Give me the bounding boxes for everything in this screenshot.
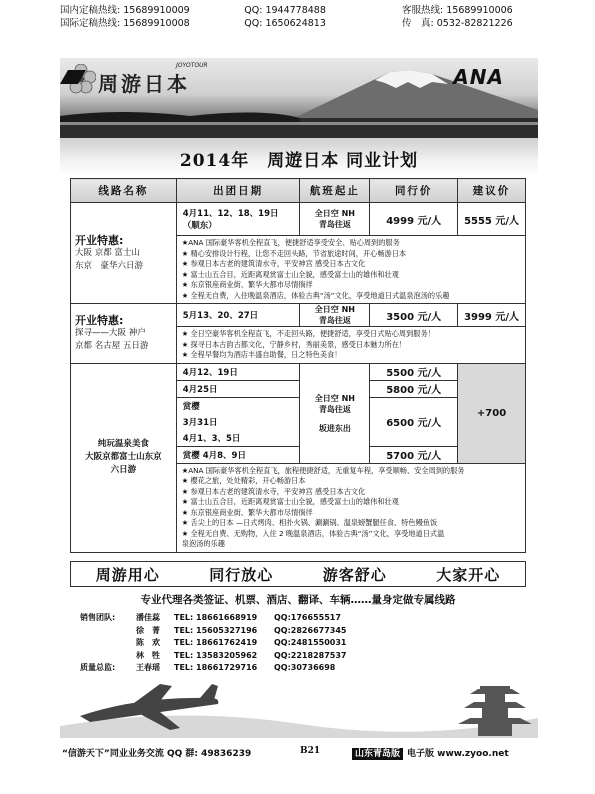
feature-line: ★ 舌尖上的日本 —日式烤肉、相扑火锅、涮涮锅、温泉螃蟹腿任食、特色鳗鱼饭 [181, 518, 438, 527]
feature-line: ★ 樱花之旅，处处精彩，开心畅游日本 [181, 476, 306, 485]
feature-line: ★ 参观日本古老的建筑清水寺，平安神宫 感受日本古文化 [181, 486, 366, 496]
suggest-price: +700 [476, 407, 507, 419]
slogan: 同行放心 [209, 565, 274, 584]
hotline-label: 客服热线: [402, 5, 444, 16]
contact-role: 销售团队: [80, 613, 116, 622]
flight-line: 青岛往返 [318, 404, 351, 414]
contact-row [80, 625, 346, 638]
header-peer-price: 同行价 [370, 179, 458, 203]
date-cell: 4月11、12、18、19日（顺东） [176, 203, 300, 236]
feature-line: ★ 全日空豪华客机全程直飞，不走回头路，便捷舒适，享受日式贴心周到服务！ [181, 329, 435, 338]
edition-badge: 山东青岛版 [352, 748, 403, 760]
feature-line: ★ 探寻日本古韵古都文化，宁静乡村，秀丽美景，感受日本魅力所在！ [181, 339, 407, 349]
hotline-number: 0532-82821226 [436, 18, 513, 29]
contact-qq: QQ:30736698 [274, 663, 336, 673]
feature-line: ★ 全程无自费、无购物，入住 2 晚温泉酒店，体验古典“汤”文化，享受地道日式温 [181, 528, 445, 538]
title-band [60, 138, 538, 176]
route-line: 东京 豪华六日游 [75, 260, 144, 271]
airline-stripe-icon [60, 70, 86, 84]
domestic-international-hotlines [60, 4, 326, 30]
feature-line: ★ 富士山五合目，近距离观赏富士山全貌，感受富士山的雄伟和壮观 [181, 269, 399, 279]
date-cell: 赏樱 [176, 397, 300, 414]
contacts-list [80, 612, 346, 675]
features-cell [176, 327, 525, 364]
hotline-number: 15689910009 [123, 5, 190, 16]
peer-price: 5500 元/人 [386, 368, 442, 379]
suggest-price-cell [458, 363, 526, 463]
peer-price: 4999 元/人 [386, 215, 442, 227]
flight-line: 坂进东出 [318, 423, 351, 433]
contact-tel: TEL: 18661668919 [174, 613, 258, 622]
peer-price: 5800 元/人 [386, 385, 442, 396]
hotline-label: 国际定稿热线: [60, 18, 121, 29]
logo-subtitle: JOYOTOUR [176, 62, 208, 69]
feature-line: ★ 东京银座商业街、繁华大都市尽情徜徉 [181, 280, 313, 289]
feature-line: ★ANA 国际豪华客机全程直飞，旅程便捷舒适，无重复车程，享受顺畅、安全周到的服务 [181, 465, 465, 475]
peer-price: 3500 元/人 [386, 311, 442, 323]
peer-price-cell [370, 380, 458, 397]
suggest-price-cell [458, 203, 526, 236]
date-cell: 4月12、19日 [176, 363, 300, 380]
contact-name: 徐 菁 [136, 625, 160, 635]
flight-cell [300, 203, 370, 236]
header-date: 出团日期 [176, 179, 300, 203]
table-row [71, 363, 526, 380]
route-line: 探寻——大阪 神户 [75, 327, 146, 338]
peer-price-cell [370, 304, 458, 327]
peer-price-cell [370, 446, 458, 463]
flight-line: 青岛往返 [318, 220, 351, 229]
flight-cell [300, 363, 370, 463]
contact-qq: QQ:2481550031 [274, 638, 347, 648]
peer-price: 6500 元/人 [386, 418, 442, 429]
features-cell [176, 463, 525, 552]
feature-line: ★ 全程无自费，入住晚温泉酒店，体验古典“汤”文化，享受地道日式温泉泡汤的乐趣 [181, 290, 450, 300]
hotline-row [402, 17, 513, 30]
suggest-price: 3999 元/人 [464, 311, 520, 323]
contact-qq: QQ:2218287537 [274, 650, 347, 660]
contact-tel: TEL: 13583205962 [174, 650, 258, 660]
contact-qq: QQ:176655517 [274, 613, 341, 622]
table-row [71, 203, 526, 236]
contact-name: 林 牲 [136, 650, 160, 660]
route-tag: 开业特惠: [75, 313, 124, 327]
peer-price-cell [370, 363, 458, 380]
suggest-price-cell [458, 304, 526, 327]
route-cell [71, 363, 177, 552]
date-cell: 3月31日 [176, 414, 300, 430]
brand-logo: 周游日本 [98, 72, 190, 96]
header-banner [60, 58, 538, 138]
contact-name: 潘佳蕊 [136, 613, 160, 622]
flight-line: 全日空 NH [314, 393, 355, 403]
header-flight: 航班起止 [300, 179, 370, 203]
feature-line: 泉泡汤的乐趣 [181, 539, 225, 548]
contact-row [80, 650, 346, 663]
contact-row [80, 612, 346, 625]
hotline-label: 国内定稿热线: [60, 5, 121, 16]
contact-tel: TEL: 18661729716 [174, 663, 258, 673]
flight-line: 全日空 NH [314, 209, 355, 218]
page-number: B21 [300, 746, 321, 756]
route-line: 六日游 [110, 465, 137, 475]
route-line: 纯玩温泉美食 [97, 439, 149, 449]
date-cell: 4月1、3、5日 [176, 430, 300, 447]
airline-logo: ANA [453, 65, 504, 89]
contact-name: 陈 欢 [136, 638, 160, 648]
contact-tel: TEL: 15605327196 [174, 625, 258, 635]
hotline-row [402, 4, 513, 17]
table-row [71, 304, 526, 327]
airplane-pagoda-illustration [60, 676, 538, 738]
footer-qq-group: “信游天下”同业业务交流 QQ 群: 49836239 [62, 749, 252, 759]
page-title: 2014年 周遊日本 同业计划 [179, 151, 419, 171]
service-hotlines [402, 4, 513, 30]
route-tag: 开业特惠: [75, 233, 124, 247]
contact-tel: TEL: 18661762419 [174, 638, 258, 648]
header-suggest-price: 建议价 [458, 179, 526, 203]
feature-line: ★ANA 国际豪华客机全程直飞，便捷舒适享受安全、贴心周到的服务 [181, 238, 400, 247]
date-cell: 4月25日 [176, 380, 300, 397]
peer-price: 5700 元/人 [386, 451, 442, 462]
date-cell: 赏樱 4月8、9日 [176, 446, 300, 463]
date-cell: 5月13、20、27日 [176, 304, 300, 327]
feature-line: ★ 富士山五合目，近距离观赏富士山全貌，感受富士山的雄伟和壮观 [181, 497, 399, 506]
hotline-number: 15689910006 [446, 5, 513, 16]
contact-name: 王春瑶 [136, 663, 160, 673]
contact-role: 质量总监: [80, 663, 116, 673]
hotline-row [60, 4, 326, 17]
slogan: 大家开心 [436, 565, 501, 584]
route-cell [71, 304, 177, 364]
hotline-qq: QQ: 1650624813 [244, 18, 326, 29]
contact-row [80, 637, 346, 650]
flight-line: 青岛往返 [318, 316, 351, 325]
route-line: 京都 名古屋 五日游 [75, 340, 149, 351]
peer-price-cell [370, 203, 458, 236]
flight-cell [300, 304, 370, 327]
features-cell [176, 236, 525, 304]
contact-qq: QQ:2826677345 [274, 625, 347, 635]
footer-website[interactable]: 电子版 www.zyoo.net [407, 749, 509, 759]
suggest-price: 5555 元/人 [464, 215, 520, 227]
contact-row [80, 662, 346, 675]
slogan: 周游用心 [95, 565, 160, 584]
services-line: 专业代理各类签证、机票、酒店、翻译、车辆……量身定做专属线路 [140, 594, 456, 606]
hotline-row [60, 17, 326, 30]
hotline-label: 传 真: [402, 18, 434, 29]
slogan-bar [70, 561, 526, 587]
route-line: 大阪京都富士山东京 [85, 452, 162, 462]
route-line: 大阪 京都 富士山 [75, 247, 140, 258]
feature-line: ★ 精心安排设计行程，让您不走回头路，节省旅途时间，开心畅游日本 [181, 248, 407, 258]
hotline-qq: QQ: 1944778488 [244, 5, 326, 16]
flight-line: 全日空 NH [314, 305, 355, 314]
feature-line: ★ 全程早餐均为酒店丰盛自助餐，日之特色美食！ [181, 350, 342, 359]
feature-line: ★ 参观日本古老的建筑清水寺，平安神宫 感受日本古文化 [181, 259, 366, 268]
itinerary-table [70, 178, 526, 553]
slogan: 游客舒心 [322, 565, 387, 584]
peer-price-cell [370, 397, 458, 446]
feature-line: ★ 东京银座商业街、繁华大都市尽情徜徉 [181, 507, 313, 517]
hotline-number: 15689910008 [123, 18, 190, 29]
footer-edition [352, 746, 509, 759]
header-route: 线路名称 [71, 179, 177, 203]
route-cell [71, 203, 177, 304]
table-header-row [71, 179, 526, 203]
